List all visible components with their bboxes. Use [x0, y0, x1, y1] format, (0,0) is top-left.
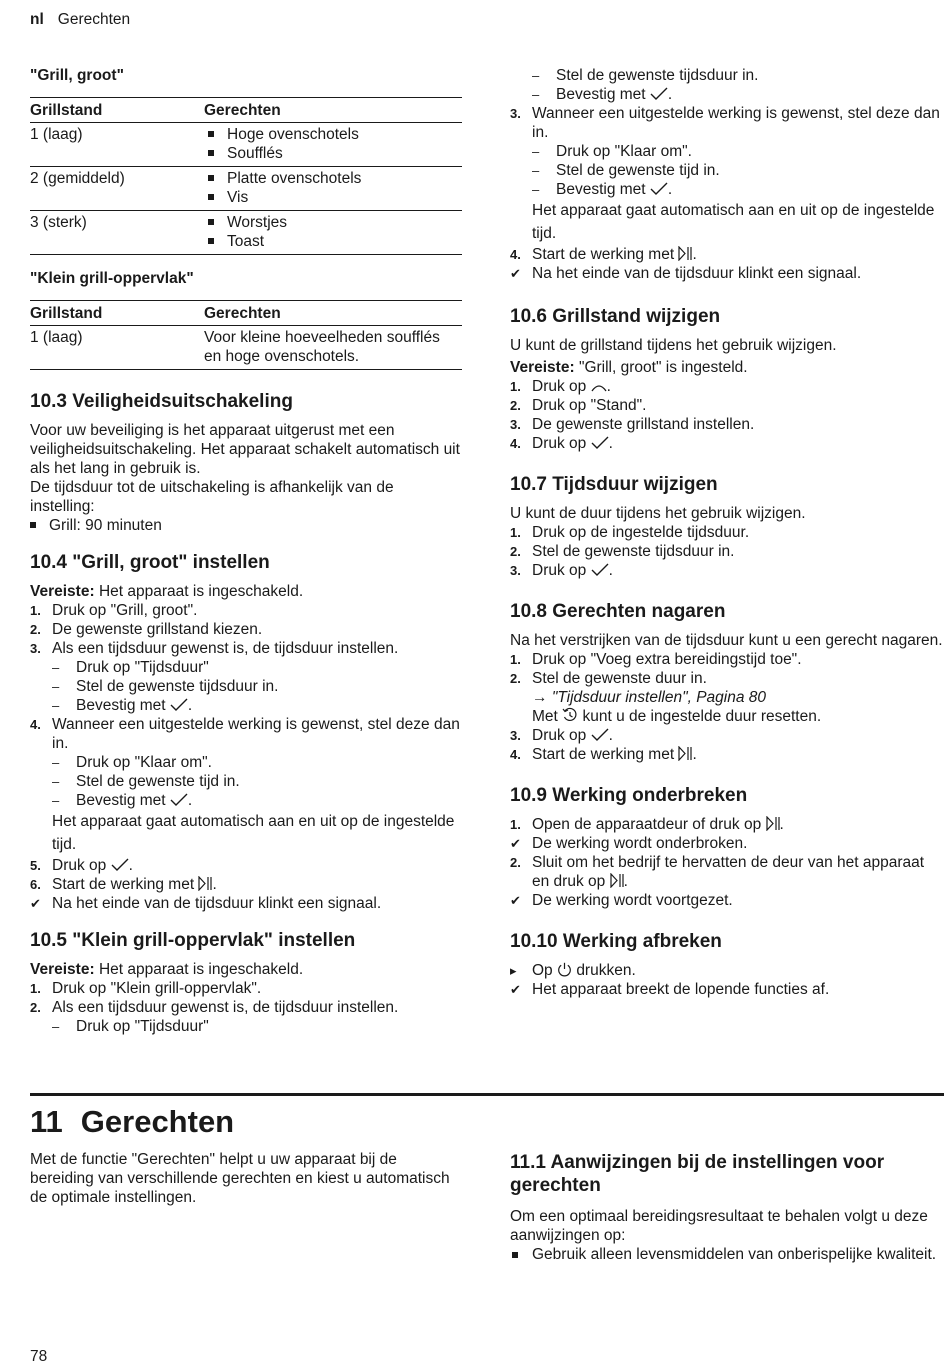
table-row — [30, 123, 462, 167]
chapter-intro: Met de functie "Gerechten" helpt u uw apparaat bij de bereiding van verschillende gerechten en kiest u automatisch de optimale instellingen. — [30, 1151, 450, 1206]
page-number: 78 — [30, 1348, 48, 1365]
grill-groot-table — [30, 97, 462, 255]
substep-text: Stel de gewenste tijdsduur in. — [76, 678, 279, 695]
step-text: Start de werking met — [532, 746, 675, 763]
reset-note — [510, 707, 944, 726]
table-header-gerechten: Gerechten — [204, 98, 462, 123]
section-10-10 — [510, 930, 944, 999]
requirement-text: Het apparaat is ingeschakeld. — [94, 961, 304, 978]
step-text: De gewenste grillstand kiezen. — [52, 621, 263, 638]
left-column — [30, 66, 462, 1052]
paragraph: Na het verstrijken van de tijdsduur kunt u een gerecht nagaren. — [510, 632, 943, 649]
step-text: Stel de gewenste duur in. — [532, 670, 707, 687]
chapter-number: 11 — [30, 1104, 63, 1139]
cross-reference-link[interactable] — [510, 688, 944, 707]
step-text: Sluit om het bedrijf te hervatten de deur van het apparaat en druk op — [532, 854, 925, 890]
step-text: Als een tijdsduur gewenst is, de tijdsduur instellen. — [52, 640, 399, 657]
caret-up-icon — [591, 381, 607, 393]
step-text: Druk op "Voeg extra bereidingstijd toe". — [532, 651, 802, 668]
requirement — [30, 582, 462, 601]
step-text: De gewenste grillstand instellen. — [532, 416, 755, 433]
step-text: Open de apparaatdeur of druk op — [532, 816, 762, 833]
list-item: Grill: 90 minuten — [26, 516, 462, 535]
substep-text: Druk op "Klaar om". — [556, 143, 692, 160]
checkmark-icon — [591, 436, 609, 450]
result — [510, 264, 944, 283]
substep-text: Stel de gewenste tijdsduur in. — [556, 67, 759, 84]
list-item: Platte ovenschotels — [204, 169, 462, 188]
table-header-grillstand: Grillstand — [30, 301, 204, 326]
substep: – Stel de gewenste tijdsduur in. — [532, 67, 759, 84]
paragraph: Voor uw beveiliging is het apparaat uitgerust met een veiligheidsuitschakeling. Het apparaat schakelt automatisch uit als het lang in gebruik is. — [30, 422, 460, 477]
step: 3. Druk op . — [510, 562, 613, 579]
section-10-8 — [510, 600, 944, 764]
step: 1. Druk op de ingestelde tijdsduur. — [510, 523, 944, 542]
section-10-3 — [30, 390, 462, 535]
result-text: De werking wordt onderbroken. — [532, 835, 748, 852]
step: 2. Druk op "Stand". — [510, 396, 944, 415]
paragraph: U kunt de duur tijdens het gebruik wijzigen. — [510, 505, 806, 522]
start-pause-icon — [766, 816, 780, 831]
checkmark-icon — [650, 87, 668, 101]
start-pause-icon — [678, 746, 692, 761]
section-title: 10.5 "Klein grill-oppervlak" instellen — [30, 930, 356, 951]
result-check-icon: ✔ — [30, 896, 41, 911]
step — [510, 961, 944, 980]
substep: – Stel de gewenste tijd in. — [52, 773, 240, 790]
step: 4. Wanneer een uitgestelde werking is gewenst, stel deze dan in. — [30, 715, 462, 753]
reset-note-post: kunt u de ingestelde duur resetten. — [582, 708, 822, 725]
klein-grill-table — [30, 300, 462, 370]
section-title: 10.4 "Grill, groot" instellen — [30, 552, 270, 573]
table-cell-stand: 1 (laag) — [30, 326, 204, 370]
substep-text: Stel de gewenste tijd in. — [76, 773, 240, 790]
section-title: 10.8 Gerechten nagaren — [510, 601, 726, 622]
result — [510, 980, 944, 999]
section-10-4 — [30, 551, 462, 913]
substep: – Bevestig met . — [532, 86, 673, 103]
step: 4. Druk op . — [510, 435, 613, 452]
power-icon — [557, 962, 572, 977]
result-check-icon: ✔ — [510, 266, 521, 281]
result-check-icon: ✔ — [510, 836, 521, 851]
list-item: Hoge ovenschotels — [204, 125, 462, 144]
section-10-7 — [510, 473, 944, 580]
substep: – Bevestig met . — [52, 697, 193, 714]
section-title: 10.3 Veiligheidsuitschakeling — [30, 391, 293, 412]
step-text-post: drukken. — [576, 962, 636, 979]
step: 2. Stel de gewenste duur in. — [510, 669, 944, 688]
section-11-1 — [510, 1151, 944, 1264]
step-text: Start de werking met — [532, 246, 675, 263]
substep: – Stel de gewenste tijdsduur in. — [52, 678, 279, 695]
list-item: Toast — [204, 232, 462, 251]
table-cell-dishes: Voor kleine hoeveelheden soufflés en hoge ovenschotels. — [204, 326, 462, 370]
step: 3. Wanneer een uitgestelde werking is gewenst, stel deze dan in. — [510, 104, 944, 142]
checkmark-icon — [591, 563, 609, 577]
step-text: Druk op — [532, 727, 587, 744]
substep-text: Bevestig met — [76, 792, 166, 809]
chapter-divider — [30, 1093, 944, 1096]
result-text: Na het einde van de tijdsduur klinkt een signaal. — [532, 265, 862, 282]
section-10-6 — [510, 305, 944, 453]
section-10-9 — [510, 784, 944, 910]
step-text: Stel de gewenste tijdsduur in. — [532, 543, 735, 560]
klein-grill-table-title: "Klein grill-oppervlak" — [30, 270, 194, 287]
list-item — [510, 1245, 944, 1264]
step: 1. Open de apparaatdeur of druk op . — [510, 816, 784, 833]
checkmark-icon — [111, 858, 129, 872]
step-text: Druk op "Stand". — [532, 397, 647, 414]
requirement-label: Vereiste: — [30, 961, 95, 978]
requirement-text: "Grill, groot" is ingesteld. — [574, 359, 748, 376]
section-10-5-continued — [510, 66, 944, 283]
note: Het apparaat gaat automatisch aan en uit op de ingestelde tijd. — [532, 202, 935, 242]
header-section: Gerechten — [57, 11, 131, 28]
step: 2. De gewenste grillstand kiezen. — [30, 620, 462, 639]
list-item: Soufflés — [204, 144, 462, 163]
requirement-label: Vereiste: — [30, 583, 95, 600]
table-cell-dishes — [204, 211, 462, 255]
step: 1. Druk op "Klein grill-oppervlak". — [30, 979, 462, 998]
table-cell-stand: 2 (gemiddeld) — [30, 167, 204, 211]
step: 4. Start de werking met . — [510, 246, 697, 263]
checkmark-icon — [170, 793, 188, 807]
substep-text: Bevestig met — [76, 697, 166, 714]
step: 6. Start de werking met . — [30, 876, 217, 893]
reset-note-pre: Met — [532, 708, 558, 725]
result-check-icon: ✔ — [510, 982, 521, 997]
language-code: nl — [30, 11, 44, 28]
step: 4. Start de werking met . — [510, 746, 697, 763]
requirement-label: Vereiste: — [510, 359, 575, 376]
section-title: 10.7 Tijdsduur wijzigen — [510, 474, 718, 495]
start-pause-icon — [678, 246, 692, 261]
arrow-marker-icon: ▸ — [510, 963, 517, 978]
substep: – Druk op "Tijdsduur" — [52, 659, 209, 676]
checkmark-icon — [591, 728, 609, 742]
step: 1. Druk op "Voeg extra bereidingstijd toe". — [510, 650, 944, 669]
step-text: Op — [532, 962, 553, 979]
requirement — [30, 960, 462, 979]
step-text: Druk op de ingestelde tijdsduur. — [532, 524, 750, 541]
result — [510, 834, 944, 853]
step-text: Wanneer een uitgestelde werking is gewenst, stel deze dan in. — [52, 716, 460, 752]
table-row — [30, 211, 462, 255]
arrow-right-icon: → — [532, 689, 552, 706]
result-text: Het apparaat breekt de lopende functies af. — [532, 981, 830, 998]
start-pause-icon — [610, 873, 624, 888]
step-text: Druk op "Grill, groot". — [52, 602, 198, 619]
substep: – Druk op "Klaar om". — [52, 754, 212, 771]
list-item: Vis — [204, 188, 462, 207]
section-title: 10.9 Werking onderbreken — [510, 785, 748, 806]
step: 5. Druk op . — [30, 857, 133, 874]
substep-text: Druk op "Tijdsduur" — [76, 1018, 209, 1035]
table-header-grillstand: Grillstand — [30, 98, 204, 123]
chapter-title-text: Gerechten — [80, 1104, 235, 1139]
substep: – Druk op "Tijdsduur" — [52, 1018, 209, 1035]
substep-text: Druk op "Tijdsduur" — [76, 659, 209, 676]
substep-text: Stel de gewenste tijd in. — [556, 162, 720, 179]
result-check-icon: ✔ — [510, 893, 521, 908]
section-title: 11.1 Aanwijzingen bij de instellingen voor gerechten — [510, 1152, 885, 1196]
table-row — [30, 167, 462, 211]
step: 1. Druk op . — [510, 378, 611, 395]
substep: – Bevestig met . — [532, 181, 673, 198]
grill-groot-table-title: "Grill, groot" — [30, 67, 124, 84]
step-text: Wanneer een uitgestelde werking is gewenst, stel deze dan in. — [532, 105, 940, 141]
table-header-row — [30, 98, 462, 123]
step-text: Druk op — [532, 562, 587, 579]
page-header — [30, 10, 130, 29]
cross-reference-text: "Tijdsduur instellen", Pagina 80 — [551, 689, 767, 706]
paragraph: U kunt de grillstand tijdens het gebruik wijzigen. — [510, 337, 837, 354]
step: 3. Als een tijdsduur gewenst is, de tijdsduur instellen. — [30, 639, 462, 658]
table-header-row — [30, 301, 462, 326]
substep: – Bevestig met . — [52, 792, 193, 809]
table-header-gerechten: Gerechten — [204, 301, 462, 326]
step: 3. Druk op . — [510, 727, 613, 744]
note: Het apparaat gaat automatisch aan en uit op de ingestelde tijd. — [52, 813, 455, 853]
step: 2. Stel de gewenste tijdsduur in. — [510, 542, 944, 561]
requirement-text: Het apparaat is ingeschakeld. — [94, 583, 304, 600]
reset-icon — [562, 707, 578, 723]
paragraph: Om een optimaal bereidingsresultaat te behalen volgt u deze aanwijzingen op: — [510, 1208, 928, 1244]
table-cell-dishes — [204, 123, 462, 167]
step: 1. Druk op "Grill, groot". — [30, 601, 462, 620]
substep-text: Bevestig met — [556, 86, 646, 103]
table-cell-stand: 1 (laag) — [30, 123, 204, 167]
result-text: Na het einde van de tijdsduur klinkt een signaal. — [52, 895, 382, 912]
step: 3. De gewenste grillstand instellen. — [510, 415, 944, 434]
step-text: Druk op — [532, 435, 587, 452]
checkmark-icon — [170, 698, 188, 712]
step: 2. Als een tijdsduur gewenst is, de tijdsduur instellen. — [30, 998, 462, 1017]
substep: – Druk op "Klaar om". — [532, 143, 692, 160]
step-text: Druk op "Klein grill-oppervlak". — [52, 980, 262, 997]
start-pause-icon — [198, 876, 212, 891]
substep-text: Bevestig met — [556, 181, 646, 198]
result-text: De werking wordt voortgezet. — [532, 892, 733, 909]
substep-text: Druk op "Klaar om". — [76, 754, 212, 771]
step-text: Start de werking met — [52, 876, 195, 893]
section-10-5 — [30, 929, 462, 1036]
step-text: Druk op — [52, 857, 107, 874]
list-item: Worstjes — [204, 213, 462, 232]
bullet-square-icon — [510, 1245, 532, 1264]
table-cell-stand: 3 (sterk) — [30, 211, 204, 255]
list-item-text: Gebruik alleen levensmiddelen van onberispelijke kwaliteit. — [532, 1246, 937, 1263]
table-cell-dishes — [204, 167, 462, 211]
substep: – Stel de gewenste tijd in. — [532, 162, 720, 179]
result — [510, 891, 944, 910]
step: 2. Sluit om het bedrijf te hervatten de deur van het apparaat en druk op . — [510, 854, 925, 890]
paragraph: De tijdsduur tot de uitschakeling is afhankelijk van de instelling: — [30, 479, 394, 515]
checkmark-icon — [650, 182, 668, 196]
right-column — [510, 66, 944, 1015]
section-title: 10.6 Grillstand wijzigen — [510, 306, 721, 327]
result — [30, 894, 462, 913]
section-title: 10.10 Werking afbreken — [510, 931, 722, 952]
step-text: Als een tijdsduur gewenst is, de tijdsduur instellen. — [52, 999, 399, 1016]
step-text: Druk op — [532, 378, 587, 395]
chapter-title — [30, 1104, 234, 1140]
requirement — [510, 358, 944, 377]
table-row — [30, 326, 462, 370]
